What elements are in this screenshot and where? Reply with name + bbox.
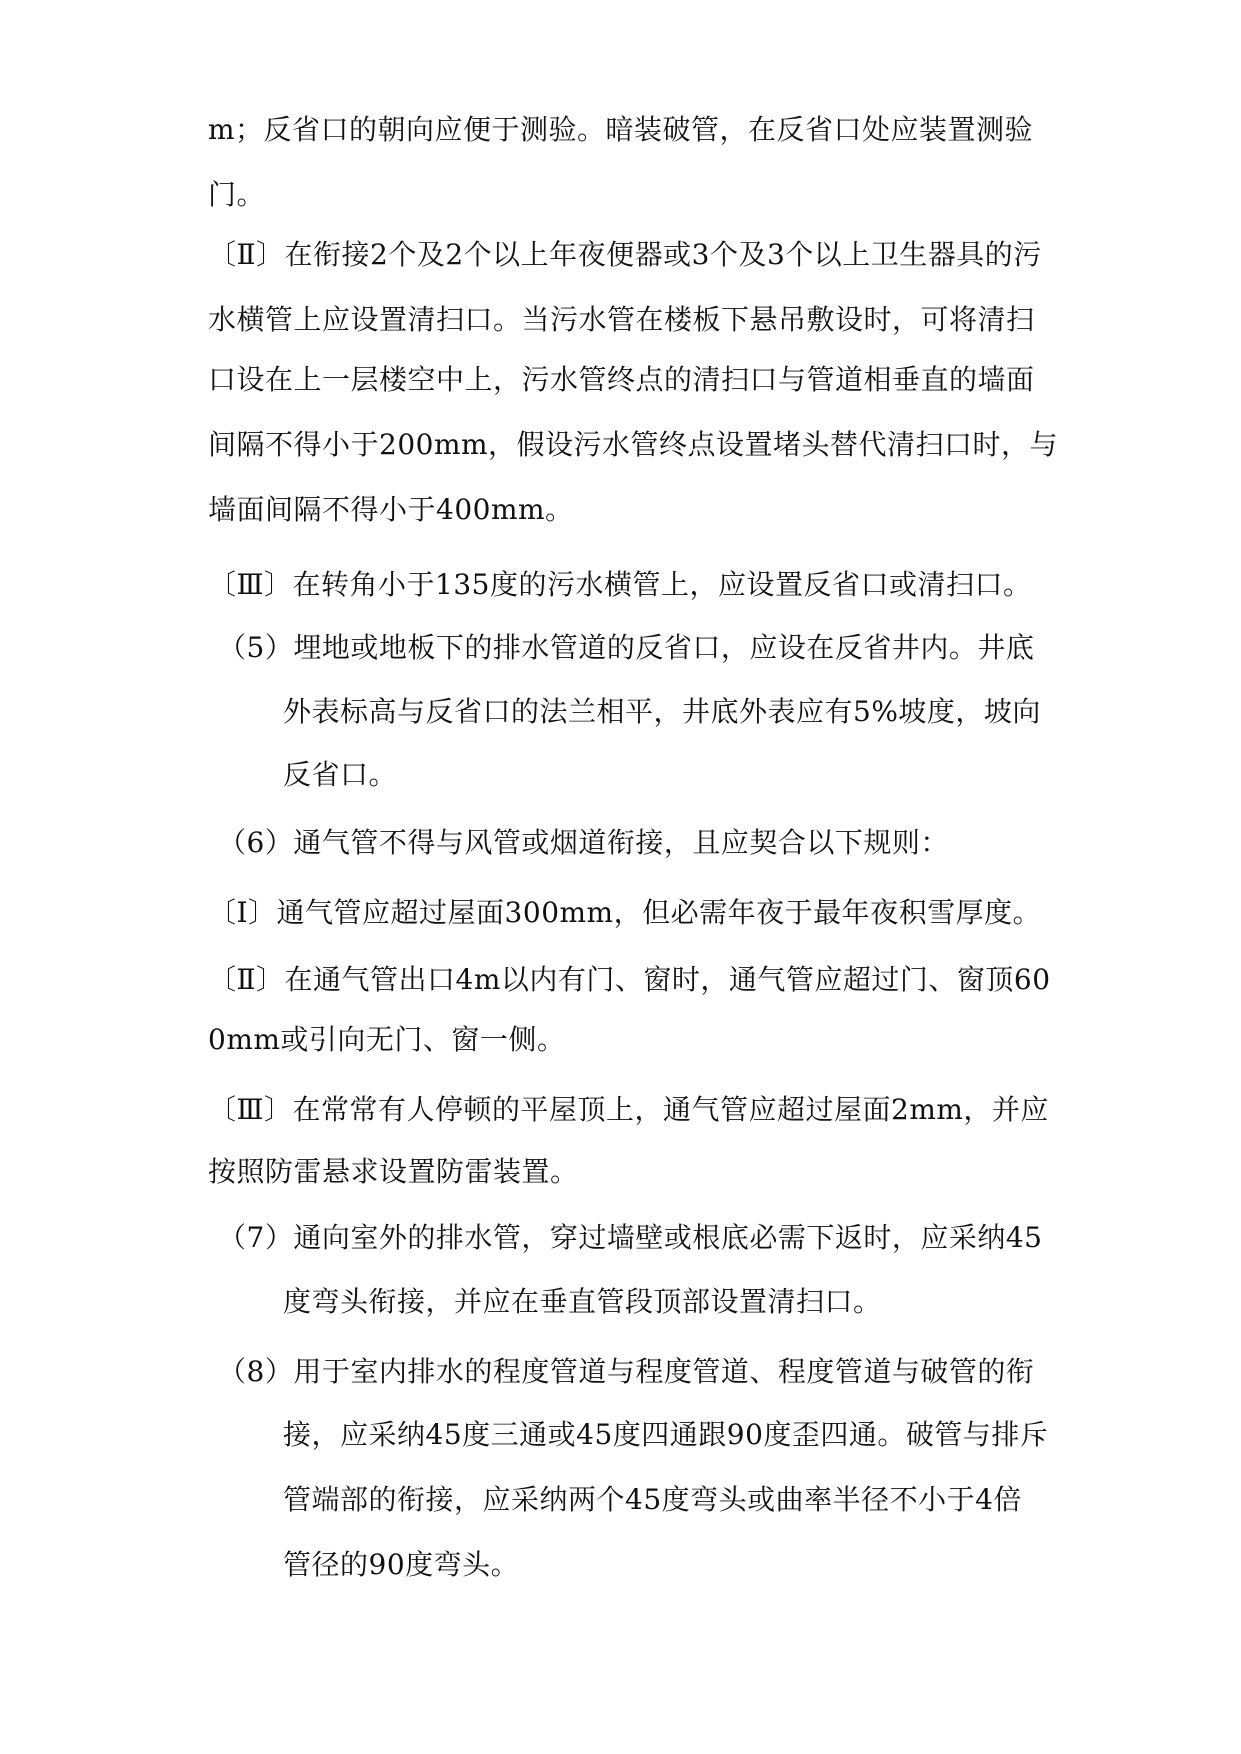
text-line: 〔Ⅲ〕在转角小于135度的污水横管上，应设置反省口或清扫口。 bbox=[208, 568, 1032, 601]
text-line: 水横管上应设置清扫口。当污水管在楼板下悬吊敷设时，可将清扫 bbox=[208, 303, 1035, 336]
text-line: 口设在上一层楼空中上，污水管终点的清扫口与管道相垂直的墙面 bbox=[208, 363, 1035, 396]
text-line: 〔Ⅲ〕在常常有人停顿的平屋顶上，通气管应超过屋面2mm，并应 bbox=[208, 1093, 1049, 1126]
text-line: 反省口。 bbox=[283, 758, 398, 791]
text-line: （7）通向室外的排水管，穿过墙壁或根底必需下返时，应采纳45 bbox=[218, 1221, 1043, 1254]
text-line: （6）通气管不得与风管或烟道衔接，且应契合以下规则： bbox=[218, 826, 949, 859]
text-line: 管径的90度弯头。 bbox=[283, 1548, 520, 1581]
text-line: 管端部的衔接，应采纳两个45度弯头或曲率半径不小于4倍 bbox=[283, 1483, 1022, 1516]
text-line: 度弯头衔接，并应在垂直管段顶部设置清扫口。 bbox=[283, 1285, 882, 1318]
text-line: 门。 bbox=[208, 178, 266, 211]
text-line: 外表标高与反省口的法兰相平，井底外表应有5%坡度，坡向 bbox=[283, 695, 1041, 728]
text-line: m；反省口的朝向应便于测验。暗装破管，在反省口处应装置测验 bbox=[208, 113, 1034, 146]
text-line: 间隔不得小于200mm，假设污水管终点设置堵头替代清扫口时，与 bbox=[208, 428, 1059, 461]
text-line: 〔Ⅱ〕在衔接2个及2个以上年夜便器或3个及3个以上卫生器具的污 bbox=[208, 238, 1042, 271]
text-line: 按照防雷悬求设置防雷装置。 bbox=[208, 1155, 579, 1188]
text-line: 〔Ⅰ〕通气管应超过屋面300mm，但必需年夜于最年夜积雪厚度。 bbox=[208, 896, 1042, 929]
text-line: （5）埋地或地板下的排水管道的反省口，应设在反省井内。井底 bbox=[218, 631, 1035, 664]
text-line: 〔Ⅱ〕在通气管出口4m以内有门、窗时，通气管应超过门、窗顶60 bbox=[208, 963, 1051, 996]
text-line: 0mm或引向无门、窗一侧。 bbox=[208, 1023, 566, 1056]
text-line: 墙面间隔不得小于400mm。 bbox=[208, 493, 574, 526]
text-line: （8）用于室内排水的程度管道与程度管道、程度管道与破管的衔 bbox=[218, 1355, 1035, 1388]
text-line: 接，应采纳45度三通或45度四通跟90度歪四通。破管与排斥 bbox=[283, 1418, 1049, 1451]
